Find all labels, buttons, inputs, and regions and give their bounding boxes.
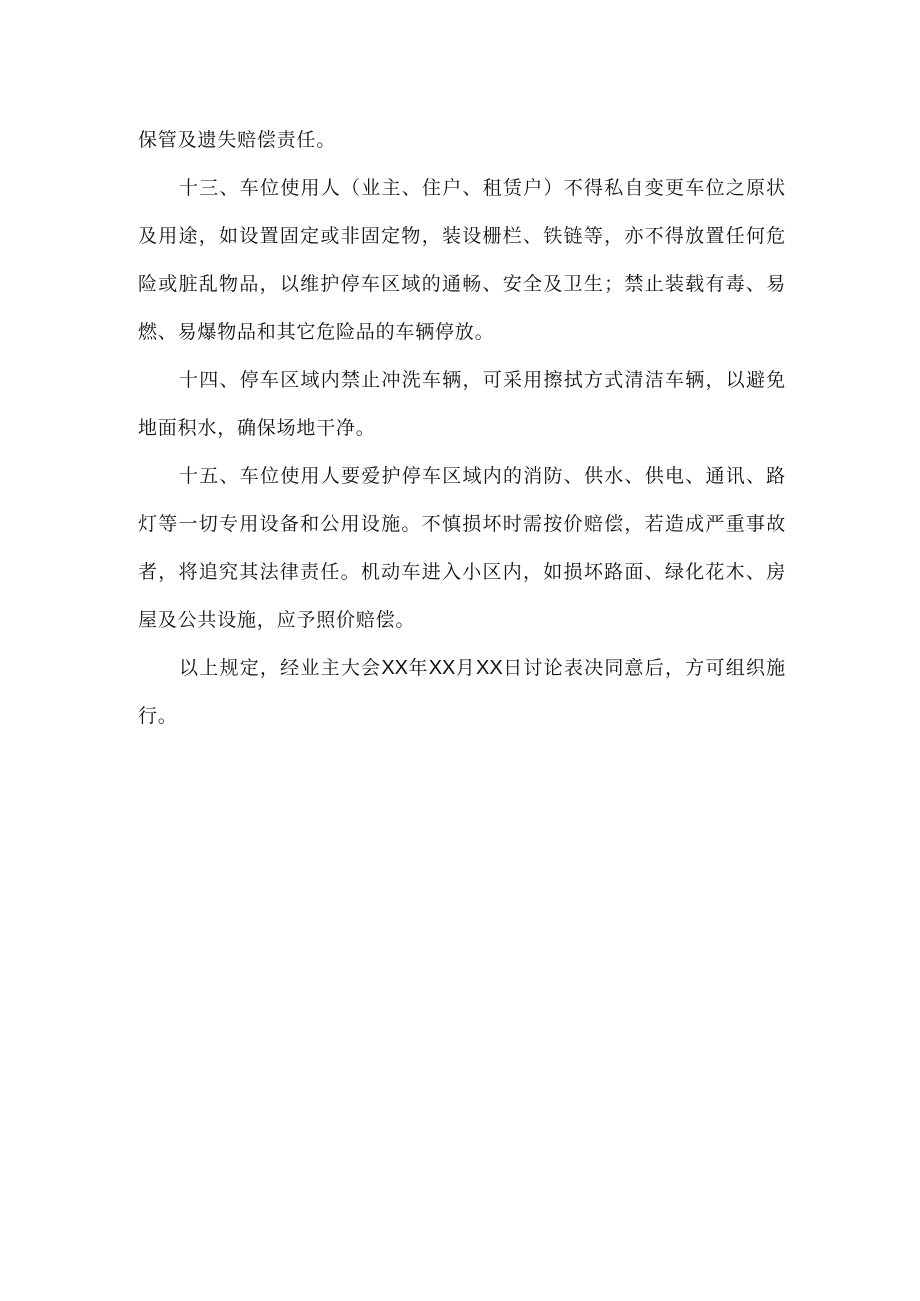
paragraph-closing bbox=[138, 644, 786, 740]
closing-text-end: 日讨论表决同意后，方可组织施行。 bbox=[138, 657, 786, 727]
year-placeholder: XX bbox=[381, 657, 409, 679]
day-placeholder: XX bbox=[476, 657, 503, 679]
month-label: 月 bbox=[455, 657, 477, 679]
paragraph-article-13: 十三、车位使用人（业主、住户、租赁户）不得私自变更车位之原状及用途，如设置固定或非固定物，装设栅栏、铁链等，亦不得放置任何危险或脏乱物品，以维护停车区域的通畅、安全及卫生；禁止装载有毒、易燃、易爆物品和其它危险品的车辆停放。 bbox=[138, 177, 786, 343]
year-label: 年 bbox=[408, 657, 429, 679]
paragraph-article-15: 十五、车位使用人要爱护停车区域内的消防、供水、供电、通讯、路灯等一切专用设备和公用设施。不慎损坏时需按价赔偿，若造成严重事故者，将追究其法律责任。机动车进入小区内，如损坏路面、绿化花木、房屋及公共设施，应予照价赔偿。 bbox=[138, 465, 786, 631]
paragraph-article-14: 十四、停车区域内禁止冲洗车辆，可采用擦拭方式清洁车辆，以避免地面积水，确保场地干净。 bbox=[138, 369, 786, 439]
paragraph-continuation: 保管及遗失赔偿责任。 bbox=[138, 129, 337, 151]
document-body bbox=[138, 116, 786, 740]
month-placeholder: XX bbox=[428, 657, 456, 679]
closing-text-start: 以上规定，经业主大会 bbox=[179, 657, 382, 679]
